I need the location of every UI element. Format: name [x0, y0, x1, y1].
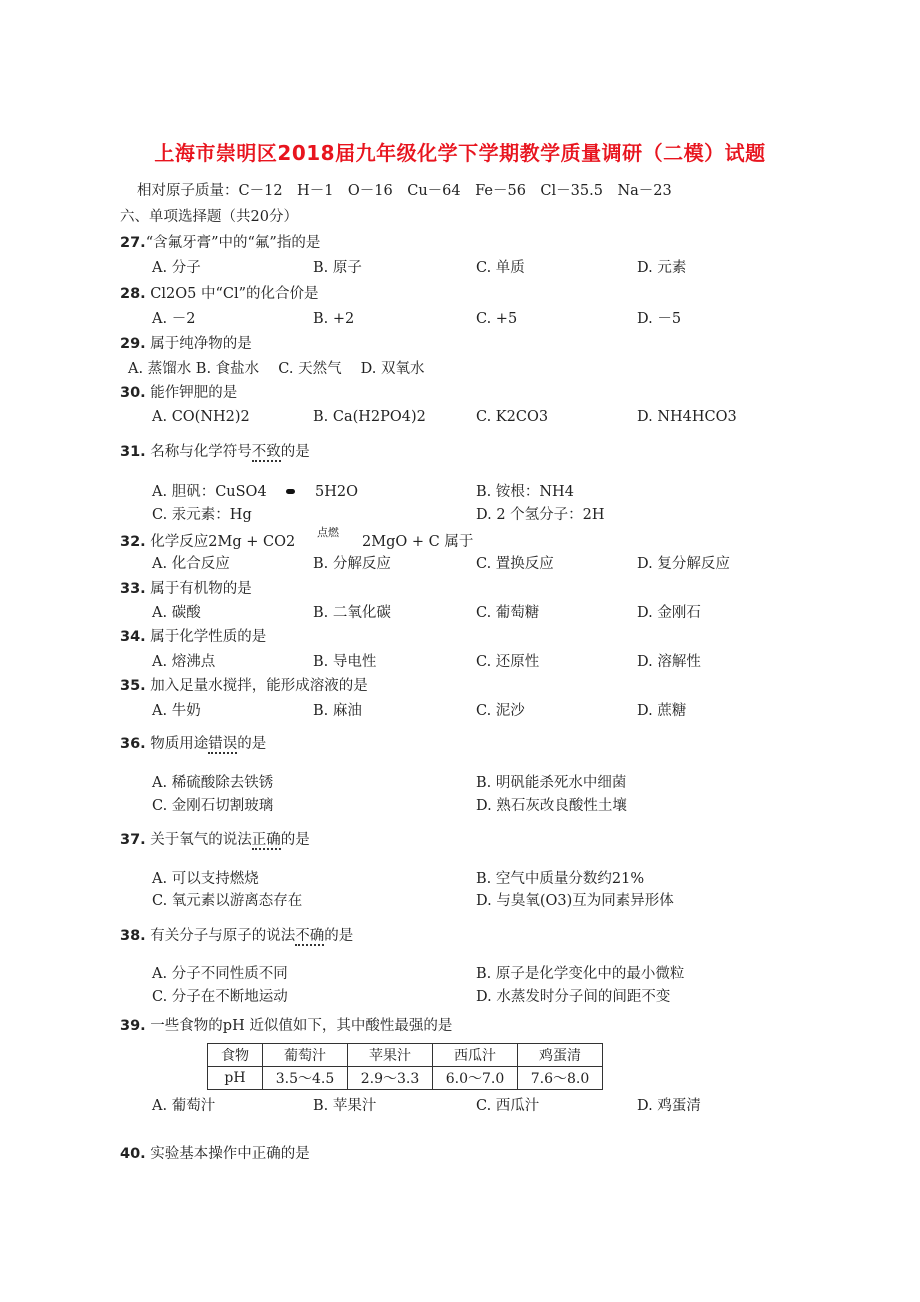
- table-cell: 3.5～4.5: [263, 1067, 348, 1090]
- option-b[interactable]: B. 二氧化碳: [313, 605, 391, 621]
- table-header-row: [208, 1044, 603, 1067]
- section-heading: 六、单项选择题（共20分）: [120, 209, 298, 225]
- question-37: [120, 831, 310, 849]
- table-cell: 7.6～8.0: [518, 1067, 603, 1090]
- option-c[interactable]: C. +5: [476, 311, 518, 327]
- question-stem-end: 的是: [280, 832, 310, 848]
- question-stem-end: 的是: [237, 736, 267, 752]
- question-stem-end: 的是: [324, 928, 354, 944]
- question-27: [120, 234, 320, 252]
- question-number: 40.: [120, 1146, 146, 1162]
- option-d[interactable]: D. 2 个氢分子：2H: [476, 507, 605, 523]
- table-cell: 6.0～7.0: [433, 1067, 518, 1090]
- emphasis-mark: 正确: [251, 832, 281, 848]
- table-cell: 2.9～3.3: [348, 1067, 433, 1090]
- option-c[interactable]: C. 置换反应: [476, 556, 554, 572]
- option-c[interactable]: C. 氧元素以游离态存在: [152, 893, 303, 909]
- question-stem: 属于化学性质的是: [150, 629, 267, 645]
- option-a-suffix: 5H2O: [315, 484, 358, 500]
- dot-icon: [286, 489, 295, 494]
- question-stem: 关于氧气的说法: [150, 832, 252, 848]
- atomic-masses: 相对原子质量：C－12 H－1 O－16 Cu－64 Fe－56 Cl－35.5 Na－23: [137, 183, 672, 199]
- option-a[interactable]: A. －2: [152, 311, 196, 327]
- table-row: [208, 1067, 603, 1090]
- option-a[interactable]: A. 化合反应: [152, 556, 230, 572]
- option-d[interactable]: D. 元素: [637, 260, 687, 276]
- option-c[interactable]: C. 分子在不断地运动: [152, 989, 288, 1005]
- question-stem: Cl2O5 中“Cl”的化合价是: [150, 286, 319, 302]
- question-30: [120, 384, 237, 402]
- option-a[interactable]: A. 可以支持燃烧: [152, 871, 259, 887]
- question-number: 27.: [120, 235, 146, 251]
- option-b[interactable]: B. 原子是化学变化中的最小微粒: [476, 966, 685, 982]
- question-39: [120, 1017, 452, 1035]
- question-stem: 属于纯净物的是: [150, 336, 252, 352]
- question-38: [120, 927, 353, 945]
- option-d[interactable]: D. 蔗糖: [637, 703, 687, 719]
- option-c[interactable]: C. 金刚石切割玻璃: [152, 798, 274, 814]
- question-stem: 一些食物的pH 近似值如下，其中酸性最强的是: [150, 1018, 453, 1034]
- question-number: 28.: [120, 286, 146, 302]
- table-header: 西瓜汁: [433, 1044, 518, 1067]
- reaction-condition: 点燃: [317, 526, 339, 539]
- table-cell: pH: [208, 1067, 263, 1090]
- option-d[interactable]: D. 熟石灰改良酸性土壤: [476, 798, 627, 814]
- emphasis-mark: 不确: [295, 928, 325, 944]
- option-a[interactable]: A. 分子不同性质不同: [152, 966, 288, 982]
- question-stem: 化学反应2Mg + CO2: [150, 534, 296, 550]
- question-stem: 能作钾肥的是: [150, 385, 238, 401]
- option-b[interactable]: B. Ca(H2PO4)2: [313, 409, 426, 425]
- question-number: 38.: [120, 928, 146, 944]
- question-31: [120, 443, 310, 461]
- question-number: 33.: [120, 581, 146, 597]
- question-number: 39.: [120, 1018, 146, 1034]
- option-b[interactable]: B. 麻油: [313, 703, 362, 719]
- option-d[interactable]: D. 复分解反应: [637, 556, 730, 572]
- option-d[interactable]: D. －5: [637, 311, 682, 327]
- option-d[interactable]: D. 与臭氧(O3)互为同素异形体: [476, 893, 674, 909]
- option-c[interactable]: C. 泥沙: [476, 703, 525, 719]
- option-a[interactable]: A. 碳酸: [152, 605, 201, 621]
- option-a[interactable]: A. 牛奶: [152, 703, 201, 719]
- option-a[interactable]: A. 稀硫酸除去铁锈: [152, 775, 274, 791]
- table-header: 葡萄汁: [263, 1044, 348, 1067]
- question-number: 36.: [120, 736, 146, 752]
- question-number: 30.: [120, 385, 146, 401]
- option-a[interactable]: A. 熔沸点: [152, 654, 216, 670]
- question-40: [120, 1145, 310, 1163]
- option-d[interactable]: D. 金刚石: [637, 605, 701, 621]
- option-a[interactable]: A. 胆矾：CuSO4: [152, 484, 267, 500]
- question-stem-end: 的是: [280, 444, 310, 460]
- option-a[interactable]: A. 分子: [152, 260, 201, 276]
- option-b[interactable]: B. 苹果汁: [313, 1098, 377, 1114]
- question-stem-end: 2MgO + C 属于: [362, 534, 474, 550]
- question-stem: 有关分子与原子的说法: [150, 928, 296, 944]
- option-c[interactable]: C. 单质: [476, 260, 525, 276]
- question-stem: 实验基本操作中正确的是: [150, 1146, 310, 1162]
- question-stem: 名称与化学符号: [150, 444, 252, 460]
- question-35: [120, 677, 368, 695]
- question-34: [120, 628, 266, 646]
- emphasis-mark: 不致: [251, 444, 281, 460]
- option-b[interactable]: B. 原子: [313, 260, 362, 276]
- question-stem: “含氟牙膏”中的“氟”指的是: [145, 235, 321, 251]
- emphasis-mark: 错误: [208, 736, 238, 752]
- option-c[interactable]: C. 葡萄糖: [476, 605, 540, 621]
- options-29[interactable]: A. 蒸馏水 B. 食盐水 C. 天然气 D. 双氧水: [128, 361, 425, 377]
- table-header: 鸡蛋清: [518, 1044, 603, 1067]
- question-number: 31.: [120, 444, 146, 460]
- ph-table: [207, 1043, 603, 1090]
- table-header: 食物: [208, 1044, 263, 1067]
- option-d[interactable]: D. 溶解性: [637, 654, 701, 670]
- option-b[interactable]: B. 明矾能杀死水中细菌: [476, 775, 627, 791]
- question-number: 35.: [120, 678, 146, 694]
- question-36: [120, 735, 266, 753]
- exam-title: 上海市崇明区2018届九年级化学下学期教学质量调研（二模）试题: [154, 141, 766, 165]
- question-32: [120, 533, 295, 551]
- question-29: [120, 335, 252, 353]
- question-number: 32.: [120, 534, 146, 550]
- question-number: 37.: [120, 832, 146, 848]
- option-b[interactable]: B. 分解反应: [313, 556, 391, 572]
- option-a[interactable]: A. 葡萄汁: [152, 1098, 216, 1114]
- option-c[interactable]: C. 西瓜汁: [476, 1098, 540, 1114]
- option-d[interactable]: D. 水蒸发时分子间的间距不变: [476, 989, 671, 1005]
- option-b[interactable]: B. 导电性: [313, 654, 377, 670]
- option-d[interactable]: D. NH4HCO3: [637, 409, 737, 425]
- question-stem: 加入足量水搅拌，能形成溶液的是: [150, 678, 368, 694]
- option-c[interactable]: C. 还原性: [476, 654, 540, 670]
- question-33: [120, 580, 252, 598]
- option-b[interactable]: B. 空气中质量分数约21%: [476, 871, 645, 887]
- question-stem: 物质用途: [150, 736, 209, 752]
- option-b[interactable]: B. +2: [313, 311, 355, 327]
- question-stem: 属于有机物的是: [150, 581, 252, 597]
- question-28: [120, 285, 319, 303]
- table-header: 苹果汁: [348, 1044, 433, 1067]
- option-a[interactable]: A. CO(NH2)2: [152, 409, 250, 425]
- question-number: 29.: [120, 336, 146, 352]
- option-c[interactable]: C. K2CO3: [476, 409, 549, 425]
- option-b[interactable]: B. 铵根：NH4: [476, 484, 574, 500]
- option-c[interactable]: C. 汞元素：Hg: [152, 507, 252, 523]
- question-number: 34.: [120, 629, 146, 645]
- option-d[interactable]: D. 鸡蛋清: [637, 1098, 701, 1114]
